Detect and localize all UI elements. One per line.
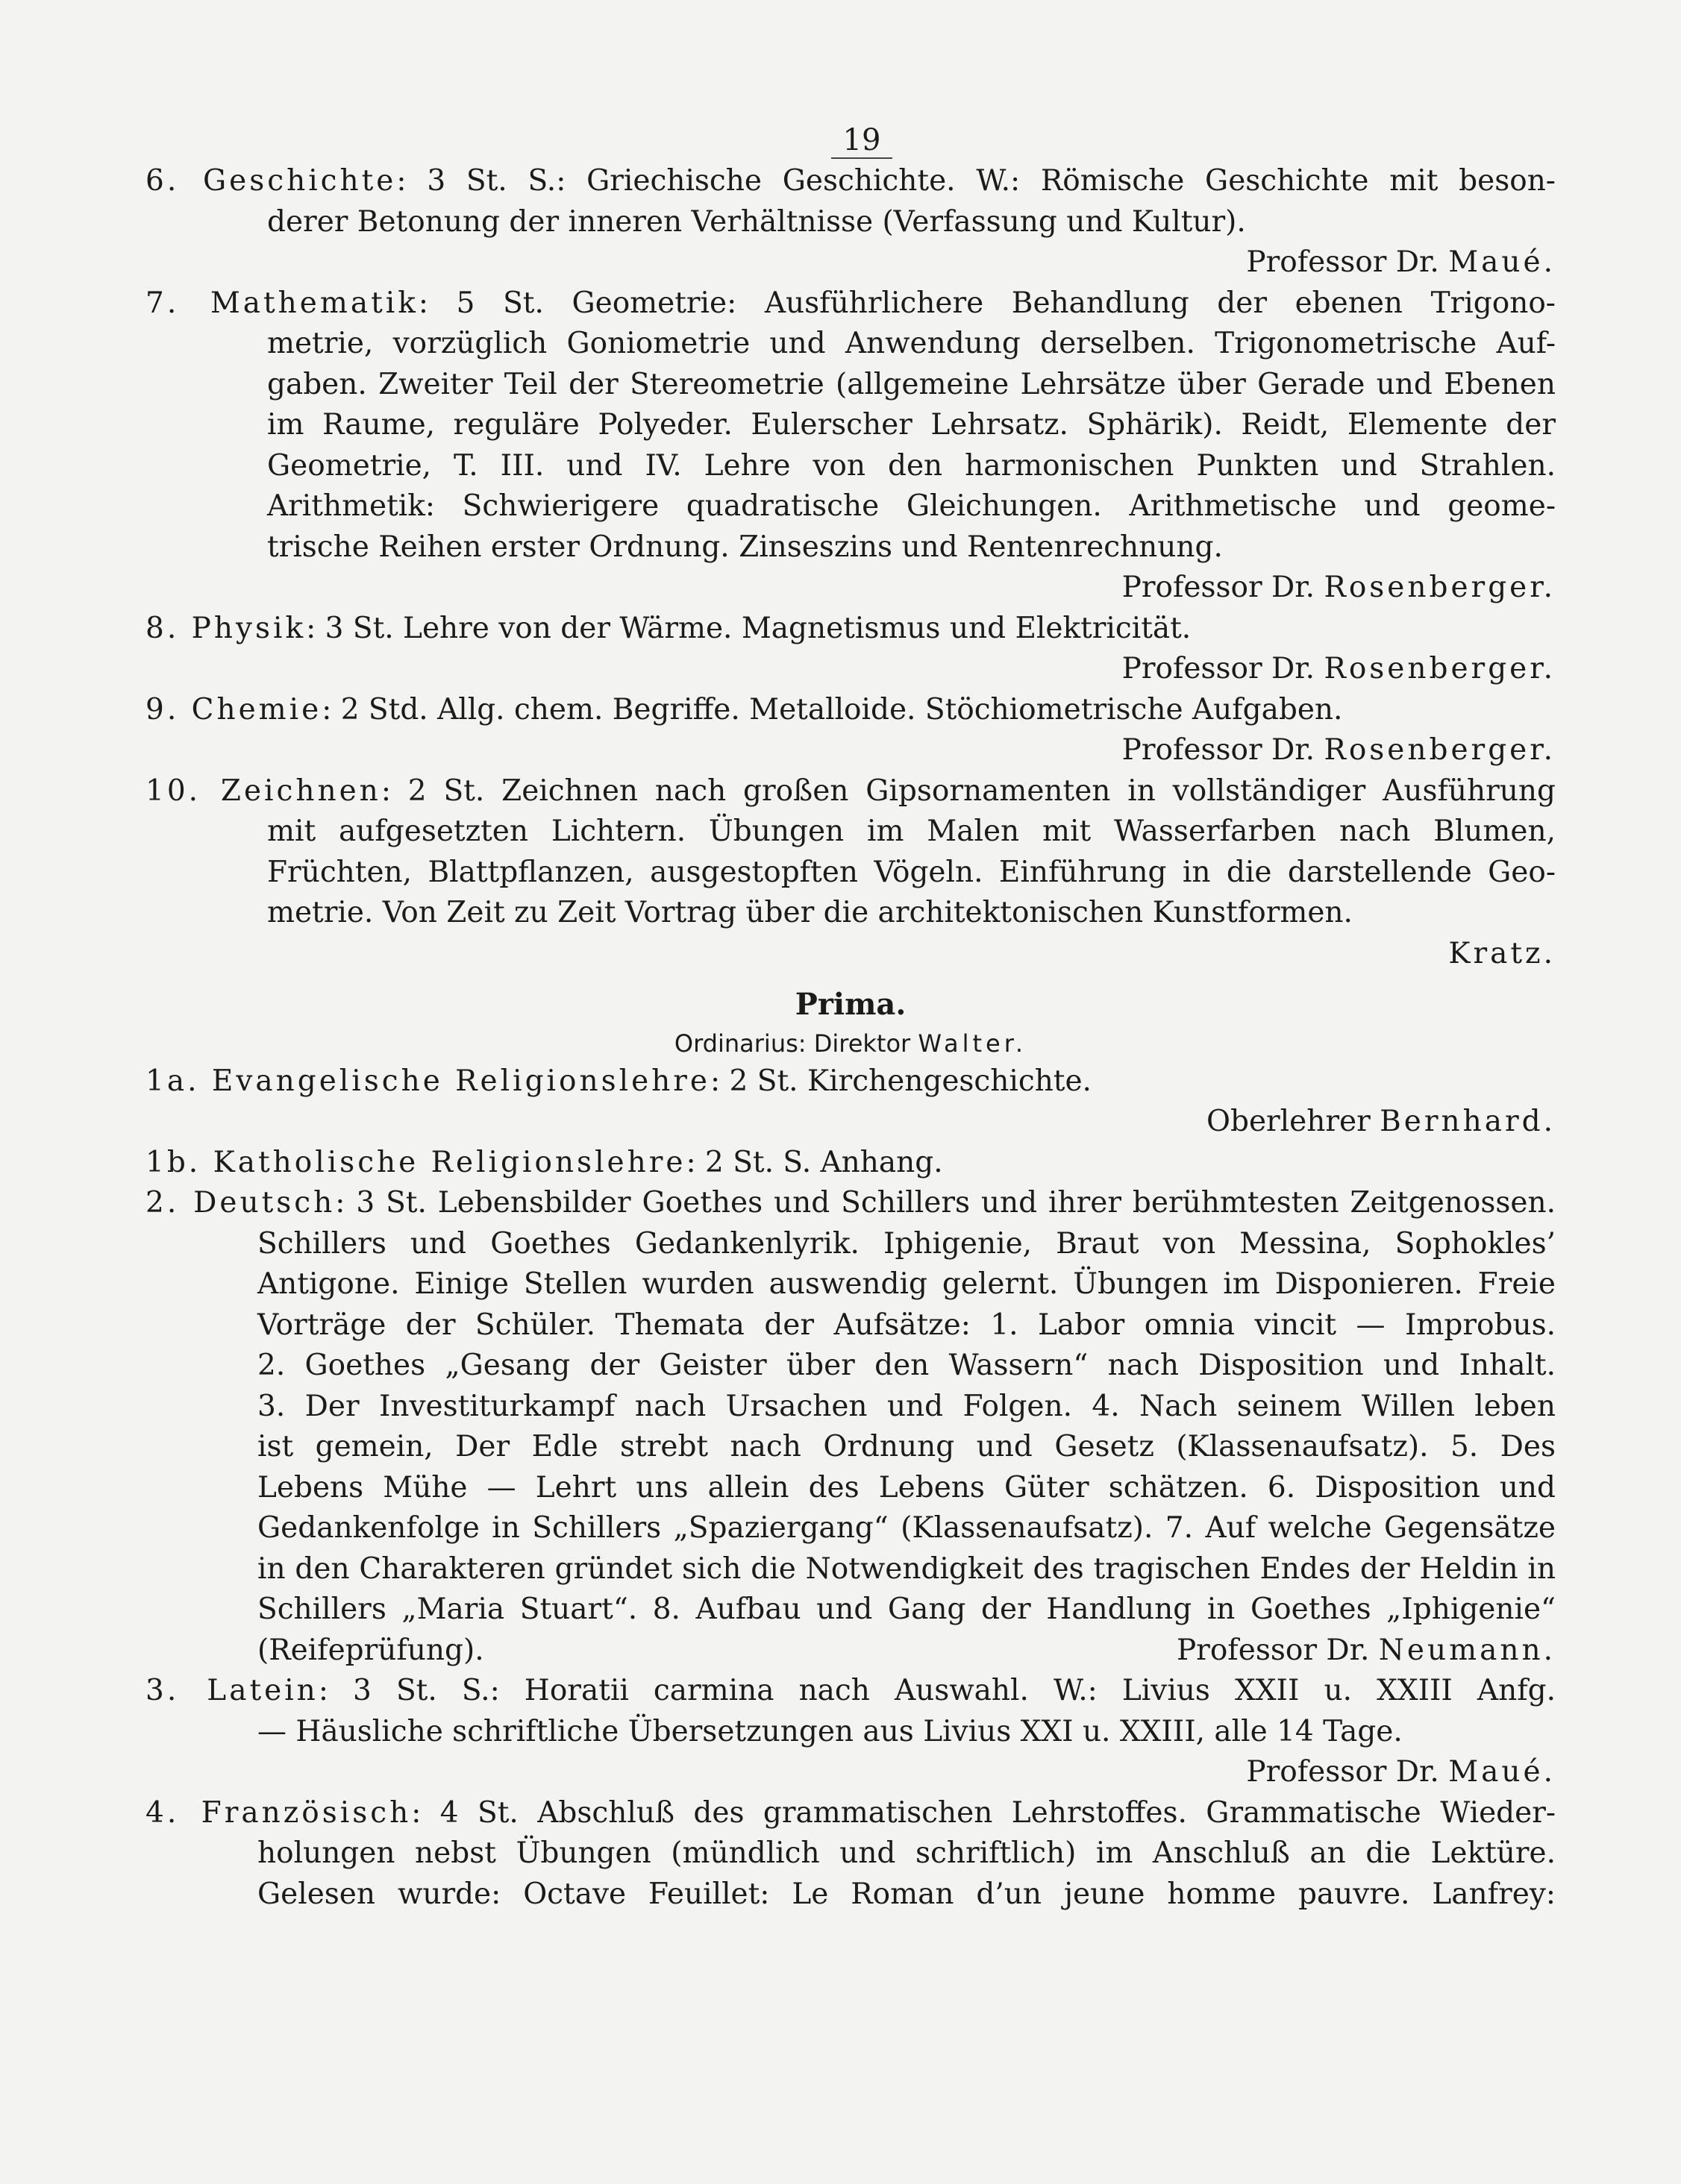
entry-zeichnen: [145, 771, 1556, 975]
subject-heading: 9. Chemie: [145, 692, 322, 727]
entry-line: gaben. Zweiter Teil der Stereometrie (allgemeine Lehrsätze über Gerade und Ebenen: [267, 367, 1556, 401]
teacher-signature: Oberlehrer Bernhard.: [1206, 1105, 1556, 1138]
teacher-signature: Professor Dr. Maué.: [1246, 1755, 1556, 1789]
entry-geschichte: [145, 161, 1556, 283]
teacher-signature: Professor Dr. Maué.: [1246, 245, 1556, 279]
entry-line: derer Betonung der inneren Verhältnisse (Verfassung und Kultur).: [267, 204, 1246, 239]
entry-line: Lebens Mühe — Lehrt uns allein des Lebens Güter schätzen. 6. Disposition und: [257, 1470, 1556, 1504]
entry-line: Schillers „Maria Stuart“. 8. Aufbau und Gang der Handlung in Goethes „Iphigenie“: [257, 1592, 1556, 1626]
subject-heading: 10. Zeichnen: [145, 774, 381, 808]
entry-line: ist gemein, Der Edle strebt nach Ordnung und Gesetz (Klassenaufsatz). 5. Des: [257, 1430, 1556, 1463]
entry-line: metrie, vorzüglich Goniometrie und Anwendung derselben. Trigonometrische Auf-: [267, 327, 1556, 360]
entry-line: (Reifeprüfung). Professor Dr. Neumann.: [145, 1631, 1556, 1672]
subject-heading: 2. Deutsch: [145, 1186, 336, 1220]
entry-katholische-religionslehre: [145, 1143, 1556, 1184]
entry-line: 3. Der Investiturkampf nach Ursachen und Folgen. 4. Nach seinem Willen leben: [257, 1389, 1556, 1423]
teacher-signature: Professor Dr. Rosenberger.: [1121, 571, 1556, 604]
entry-latein: [145, 1671, 1556, 1793]
entry-line: Arithmetik: Schwierigere quadratische Gleichungen. Arithmetische und geome-: [267, 489, 1556, 523]
entry-line: mit aufgesetzten Lichtern. Übungen im Malen mit Wasserfarben nach Blumen,: [267, 815, 1556, 848]
entry-line: im Raume, reguläre Polyeder. Eulerscher Lehrsatz. Sphärik). Reidt, Elemente der: [267, 408, 1556, 442]
document-page: [145, 119, 1556, 1915]
entry-line: 10. Zeichnen: 2 St. Zeichnen nach großen Gipsornamenten in vollständiger Ausführung: [145, 774, 1556, 808]
teacher-signature: Professor Dr. Neumann.: [1176, 1633, 1556, 1667]
teacher-signature: Professor Dr. Rosenberger.: [1121, 652, 1556, 685]
entry-line: — Häusliche schriftliche Übersetzungen aus Livius XXI u. XXIII, alle 14 Tage.: [257, 1714, 1403, 1748]
entry-physik: [145, 609, 1556, 690]
entry-line: trische Reihen erster Ordnung. Zinseszins und Rentenrechnung.: [267, 530, 1223, 564]
entry-chemie: [145, 690, 1556, 771]
entry-line: 8. Physik: 3 St. Lehre von der Wärme. Magnetismus und Elektricität.: [145, 611, 1192, 645]
teacher-signature: Kratz.: [1448, 936, 1556, 970]
subject-heading: 3. Latein: [145, 1674, 319, 1707]
entry-line: Geometrie, T. III. und IV. Lehre von den harmonischen Punkten und Strahlen.: [267, 448, 1556, 483]
teacher-signature: Professor Dr. Rosenberger.: [1121, 733, 1556, 767]
page-number: 19: [145, 119, 1556, 161]
entry-line: Schillers und Goethes Gedankenlyrik. Iphigenie, Braut von Messina, Sophokles’: [257, 1226, 1556, 1261]
entry-line: Antigone. Einige Stellen wurden auswendig gelernt. Übungen im Disponieren. Freie: [257, 1267, 1556, 1301]
ordinarius-line: Ordinarius: Direktor Walter.: [674, 1029, 1027, 1058]
entry-line: holungen nebst Übungen (mündlich und schriftlich) im Anschluß an die Lektüre.: [257, 1836, 1556, 1870]
entry-mathematik: [145, 283, 1556, 609]
entry-line: 7. Mathematik: 5 St. Geometrie: Ausführlichere Behandlung der ebenen Trigono-: [145, 286, 1556, 320]
entry-line: 2. Goethes „Gesang der Geister über den Wassern“ nach Disposition und Inhalt.: [257, 1349, 1556, 1382]
entry-line: 6. Geschichte: 3 St. S.: Griechische Geschichte. W.: Römische Geschichte mit beson-: [145, 164, 1556, 198]
entry-line: in den Charakteren gründet sich die Notwendigkeit des tragischen Endes der Heldin in: [257, 1551, 1556, 1586]
subject-heading: 1a. Evangelische Religionslehre: [145, 1064, 711, 1098]
subject-heading: 4. Französisch: [145, 1795, 412, 1830]
entry-line: 2. Deutsch: 3 St. Lebensbilder Goethes und Schillers und ihrer berühmtesten Zeitgenossen.: [145, 1186, 1556, 1220]
entry-line: 1a. Evangelische Religionslehre: 2 St. Kirchengeschichte.: [145, 1064, 1092, 1098]
entry-line: 4. Französisch: 4 St. Abschluß des grammatischen Lehrstoffes. Grammatische Wieder-: [145, 1795, 1556, 1830]
entry-deutsch: [145, 1183, 1556, 1671]
entry-line: 9. Chemie: 2 Std. Allg. chem. Begriffe. Metalloide. Stöchiometrische Aufgaben.: [145, 692, 1343, 727]
entry-evangelische-religionslehre: [145, 1061, 1556, 1143]
entry-franzoesisch: [145, 1793, 1556, 1915]
entry-line: Gelesen wurde: Octave Feuillet: Le Roman d’un jeune homme pauvre. Lanfrey:: [257, 1877, 1556, 1911]
subject-heading: 1b. Katholische Religionslehre: [145, 1145, 686, 1179]
entry-line: Gedankenfolge in Schillers „Spaziergang“ (Klassenaufsatz). 7. Auf welche Gegensätze: [257, 1511, 1556, 1545]
entry-line: metrie. Von Zeit zu Zeit Vortrag über die architektonischen Kunstformen.: [267, 896, 1353, 929]
entry-line: 1b. Katholische Religionslehre: 2 St. S. Anhang.: [145, 1145, 943, 1179]
subject-heading: 8. Physik: [145, 611, 307, 645]
subject-heading: 6. Geschichte: [145, 164, 397, 198]
subject-heading: 7. Mathematik: [145, 286, 419, 320]
section-title: Prima.: [795, 987, 907, 1022]
entry-line: 3. Latein: 3 St. S.: Horatii carmina nach Auswahl. W.: Livius XXII u. XXIII Anfg.: [145, 1674, 1556, 1707]
entry-line: Vorträge der Schüler. Themata der Aufsätze: 1. Labor omnia vincit — Improbus.: [257, 1308, 1556, 1342]
entry-line: Früchten, Blattpflanzen, ausgestopften Vögeln. Einführung in die darstellende Geo-: [267, 855, 1556, 889]
